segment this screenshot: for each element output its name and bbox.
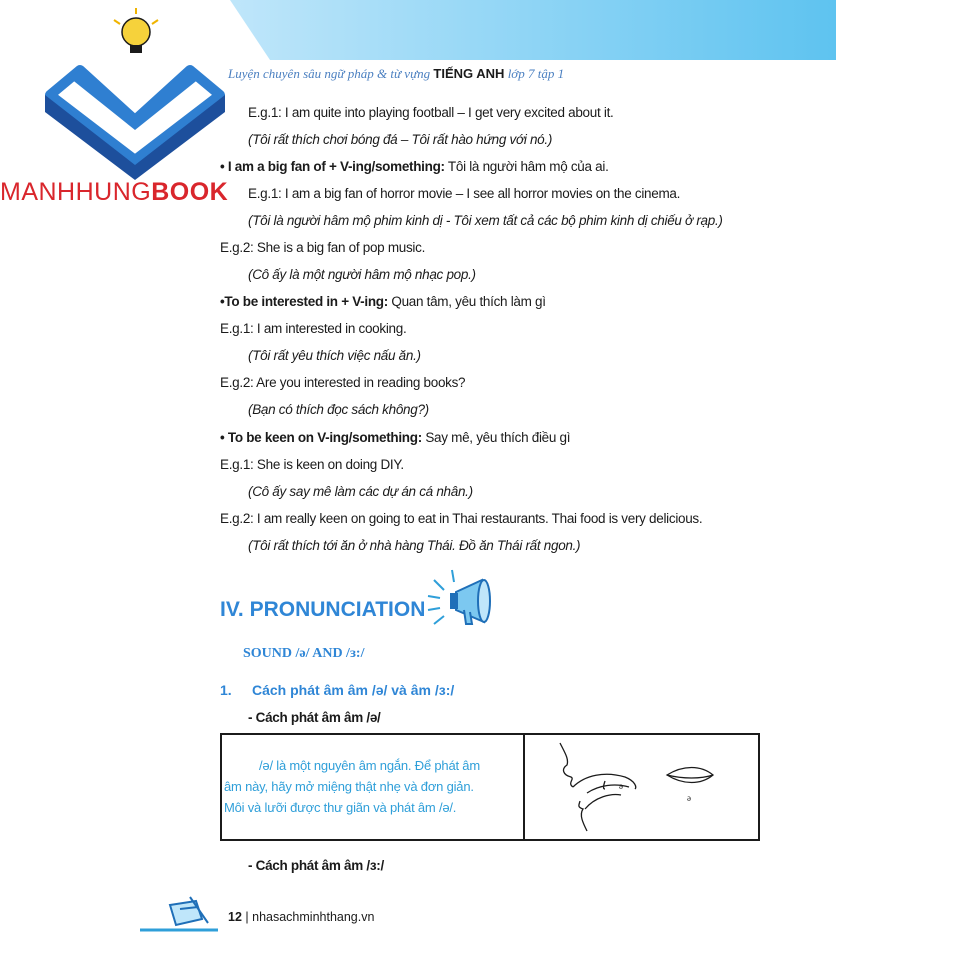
translation-line: (Cô ấy là một người hâm mộ nhạc pop.) [248,267,476,282]
method-heading: - Cách phát âm âm /ɜ:/ [248,858,384,873]
example-line: E.g.1: I am interested in cooking. [220,321,407,336]
header-suffix: lớp 7 tập 1 [507,66,565,81]
grammar-rule: • I am a big fan of + V-ing/something: Tôi là người hâm mộ của ai. [220,159,609,174]
method-heading: - Cách phát âm âm /ə/ [248,710,381,725]
box-line-2: âm này, hãy mở miệng thật nhẹ và đơn giản. [224,779,474,794]
example-line: E.g.1: I am quite into playing football – I get very excited about it. [248,105,614,120]
megaphone-icon [424,566,504,636]
grammar-rule: • To be keen on V-ing/something: Say mê, yêu thích điều gì [220,430,571,445]
writing-hand-icon [140,895,220,935]
header-prefix: Luyện chuyên sâu ngữ pháp & từ vựng [228,66,431,81]
header-highlight: TIẾNG ANH [433,66,505,81]
footer-separator: | [245,910,253,924]
translation-line: (Tôi là người hâm mộ phim kinh dị - Tôi xem tất cả các bộ phim kinh dị chiếu ở rạp.) [248,213,723,228]
brand-part-1: MANHHUNG [0,178,152,206]
grammar-rule: •To be interested in + V-ing: Quan tâm, yêu thích làm gì [220,294,546,309]
example-line: E.g.1: I am a big fan of horror movie – I see all horror movies on the cinema. [248,186,681,201]
translation-line: (Tôi rất thích chơi bóng đá – Tôi rất hào hứng với nó.) [248,132,553,147]
subsection-number: 1. [220,682,232,698]
translation-line: (Cô ấy say mê làm các dự án cá nhân.) [248,484,473,499]
pronunciation-box [220,733,760,841]
example-line: E.g.1: She is keen on doing DIY. [220,457,404,472]
example-line: E.g.2: I am really keen on going to eat in Thai restaurants. Thai food is very delicious. [220,511,703,526]
page-footer [228,910,374,924]
svg-text:ə: ə [619,781,623,791]
footer-site: nhasachminhthang.vn [252,910,375,924]
translation-line: (Tôi rất thích tới ăn ở nhà hàng Thái. Đồ ăn Thái rất ngon.) [248,538,581,553]
header-band [230,0,836,60]
box-line-1: /ə/ là một nguyên âm ngắn. Để phát âm [259,758,480,773]
pronunciation-description [222,735,525,839]
example-line: E.g.2: Are you interested in reading books? [220,375,466,390]
subsection-heading [220,682,454,698]
section-title: IV. PRONUNCIATION [220,598,426,621]
box-line-3: Môi và lưỡi được thư giãn và phát âm /ə/. [224,800,457,815]
subsection-title: Cách phát âm âm /ə/ và âm /ɜ:/ [252,682,455,698]
mouth-diagram [525,735,758,839]
svg-text:ə: ə [687,793,691,803]
example-line: E.g.2: She is a big fan of pop music. [220,240,426,255]
page-header [228,66,564,82]
brand-logo-text [0,178,228,207]
sound-heading: SOUND /ə/ AND /ɜ:/ [243,646,365,661]
translation-line: (Bạn có thích đọc sách không?) [248,402,429,417]
brand-part-2: BOOK [151,178,229,206]
translation-line: (Tôi rất yêu thích việc nấu ăn.) [248,348,421,363]
page-number: 12 [228,910,242,924]
